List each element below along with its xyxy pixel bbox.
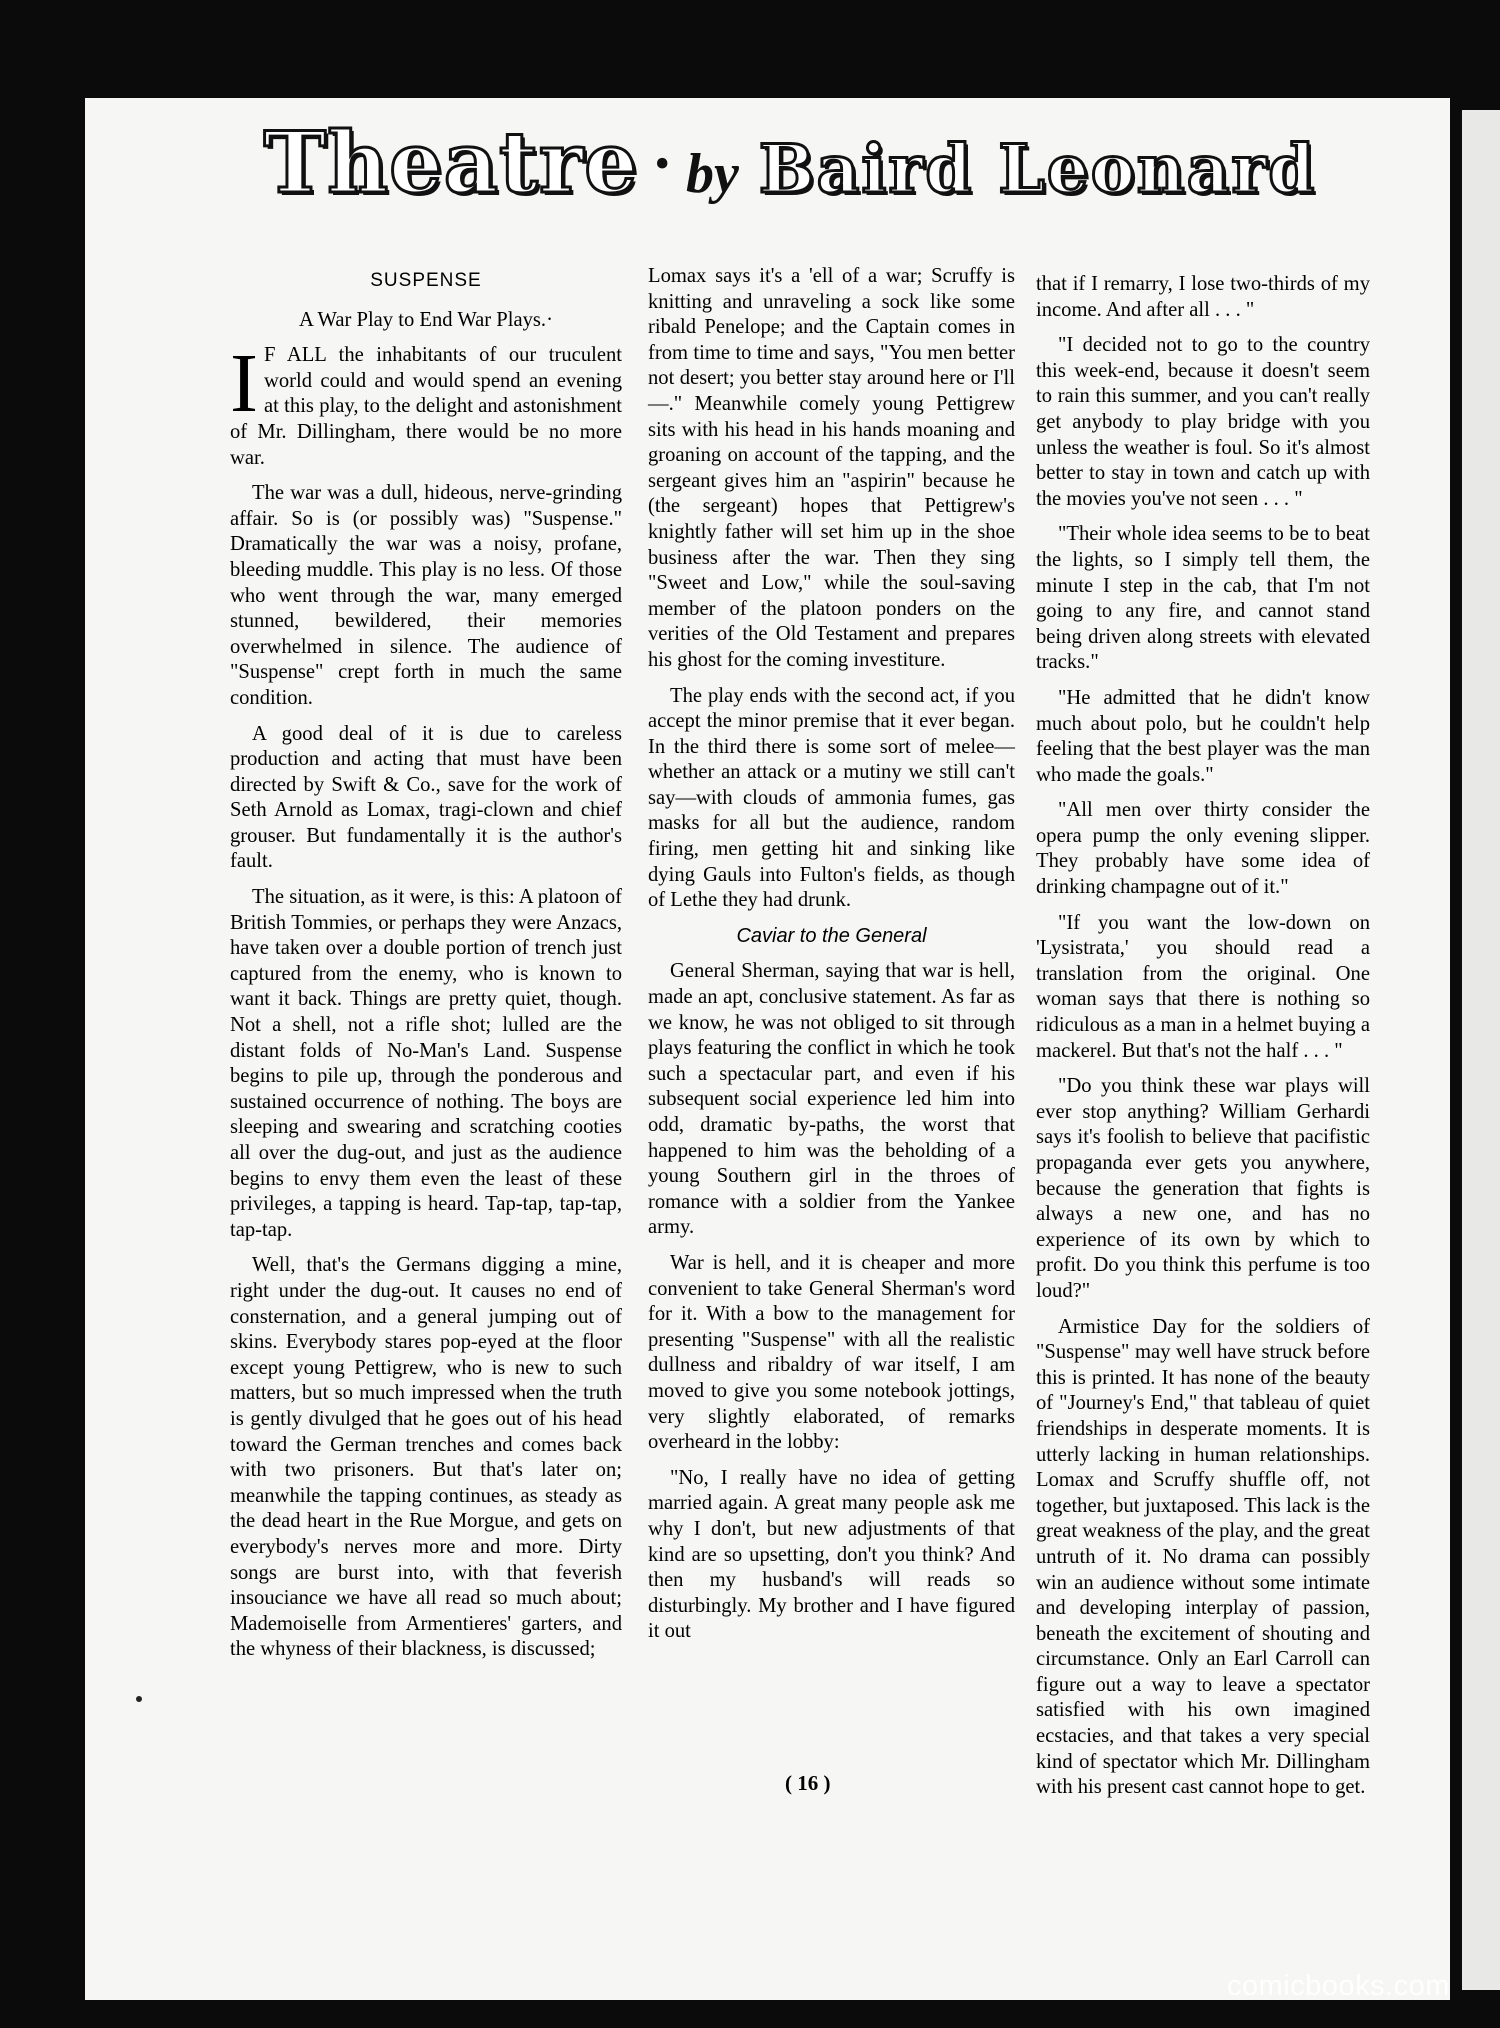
paragraph: "I decided not to go to the country this week-end, because it doesn't seem to rain this summer, and you can't really get anybody to play bridge with you unless the weather is foul. So it's almost better to stay in town and catch up with the movies you've not seen . . . " bbox=[1036, 334, 1370, 510]
paragraph: "He admitted that he didn't know much about polo, but he couldn't help feeling that the best player was the man who made the goals." bbox=[1036, 686, 1370, 786]
paragraph: The play ends with the second act, if you accept the minor premise that it ever began. In the third there is some sort of melee—whether an attack or a mutiny we still can't say—with clouds of ammonia fumes, gas masks for all but the audience, random firing, men getting hit and sinking like dying Gauls into Fulton's fields, as though of Lethe they had drunk. bbox=[648, 684, 1015, 912]
column-3 bbox=[1036, 272, 1370, 1811]
paragraph: A good deal of it is due to careless production and acting that must have been directed by Swift & Co., save for the work of Seth Arnold as Lomax, tragi-clown and chief grouser. But fundamentally it is the author's fault. bbox=[230, 722, 622, 873]
header-dot: • bbox=[654, 139, 670, 188]
header-by: by bbox=[685, 143, 739, 205]
watermark: comicbooks.com bbox=[1227, 1970, 1450, 2002]
paragraph: War is hell, and it is cheaper and more convenient to take General Sherman's word for it. With a bow to the management for presenting "Suspense" with all the realistic dullness and ribaldry of war itself, I am moved to give you some notebook jottings, very slightly elaborated, of remarks overheard in the lobby: bbox=[648, 1251, 1015, 1454]
paragraph: "No, I really have no idea of getting married again. A great many people ask me why I don't, but new adjustments of that kind are so upsetting, don't you think? And then my husband's will reads so disturbingly. My brother and I have figured it out bbox=[648, 1466, 1015, 1643]
page-number: ( 16 ) bbox=[785, 1771, 831, 1795]
paragraph: that if I remarry, I lose two-thirds of my income. And after all . . . " bbox=[1036, 273, 1370, 321]
section-title: SUSPENSE bbox=[370, 270, 482, 291]
drop-cap: I bbox=[230, 337, 258, 431]
article-header bbox=[200, 113, 1380, 263]
column-2 bbox=[648, 264, 1015, 1655]
facing-page-edge bbox=[1462, 110, 1500, 1990]
subsection-title: Caviar to the General bbox=[736, 924, 927, 947]
paragraph: Lomax says it's a 'ell of a war; Scruffy is knitting and unraveling a sock like some ribald Penelope; and the Captain comes in from time to time and says, "You men better not desert; you better stay around here or I'll—." Meanwhile comely young Pettigrew sits with his head in his hands moaning and groaning on account of the tapping, and the sergeant gives him an "aspirin" because he (the sergeant) hopes that Pettigrew's knightly father will set him up in the shoe business after the war. Then they sing "Sweet and Low," while the soul-saving member of the platoon ponders on the verities of the Old Testament and prepares his ghost for the coming investiture. bbox=[648, 265, 1015, 671]
paragraph: "Do you think these war plays will ever stop anything? William Gerhardi says it's foolish to believe that pacifistic propaganda ever gets you anywhere, because the generation that fights is always a new one, and has no experience of its own by which to profit. Do you think this perfume is too loud?" bbox=[1036, 1075, 1370, 1302]
header-word: Theatre bbox=[263, 113, 639, 212]
paragraph: Armistice Day for the soldiers of "Suspense" may well have struck before this is printed. It has none of the beauty of "Journey's End," that tableau of quiet friendships in desperate moments. It is utterly lacking in human relationships. Lomax and Scruffy shuffle off, not together, but juxtaposed. This lack is the great weakness of the play, and the great untruth of it. No drama can possibly win an audience without some intimate and developing interplay of passion, beneath the excitement of shouting and circumstance. Only an Earl Carroll can figure out a way to leave a spectator satisfied with his own imagined ecstacies, and that takes a very special kind of spectator which Mr. Dillingham with his present cast cannot hope to get. bbox=[1036, 1315, 1370, 1799]
header-author: Baird Leonard bbox=[758, 130, 1317, 208]
section-subtitle: A War Play to End War Plays.· bbox=[299, 308, 553, 331]
paragraph: General Sherman, saying that war is hell, made an apt, conclusive statement. As far as we know, he was not obliged to sit through plays featuring the conflict in which he took such a spectacular part, and even if his subsequent social experience led him into odd, dramatic by-paths, the worst that happened to him was the beholding of a young Southern girl in the throes of romance with a soldier from the Yankee army. bbox=[648, 960, 1015, 1239]
paragraph: "All men over thirty consider the opera pump the only evening slipper. They probably have some idea of drinking champagne out of it." bbox=[1036, 799, 1370, 899]
paragraph: Well, that's the Germans digging a mine, right under the dug-out. It causes no end of consternation, and a general jumping out of skins. Everybody stares pop-eyed at the floor except young Pettigrew, who is new to such matters, but so much impressed when the truth is gently divulged that he goes out of his head toward the German trenches and comes back with two prisoners. But that's later on; meanwhile the tapping continues, as steady as the dead heart in the Rue Morgue, and gets on everybody's nerves more and more. Dirty songs are burst into, with that feverish insouciance we have all read so much about; Mademoiselle from Armentieres' garters, and the whyness of their blackness, is discussed; bbox=[230, 1254, 622, 1661]
paragraph: The war was a dull, hideous, nerve-grinding affair. So is (or possibly was) "Suspense." Dramatically the war was a noisy, profane, bleeding muddle. This play is no less. Of those who went through the war, many emerged stunned, bewildered, their memories overwhelmed in silence. The audience of "Suspense" crept forth in much the same condition. bbox=[230, 482, 622, 709]
paragraph: "Their whole idea seems to be to beat the lights, so I simply tell them, the minute I step in the cab, that I'm not going to any fire, and cannot stand being driven along streets with elevated tracks." bbox=[1036, 523, 1370, 674]
paragraph: I F ALL the inhabitants of our truculent world could and would spend an evening at this play, to the delight and astonishment of Mr. Dillingham, there would be no more war. bbox=[230, 337, 622, 469]
paragraph: "If you want the low-down on 'Lysistrata,' you should read a translation from the original. One woman says that there is nothing so ridiculous as a man in a helmet buying a mackerel. But that's not the half . . . " bbox=[1036, 911, 1370, 1062]
print-speck bbox=[136, 1696, 142, 1702]
paragraph: The situation, as it were, is this: A platoon of British Tommies, or perhaps they were Anzacs, have taken over a double portion of trench just captured from the enemy, who is known to want it back. Things are pretty quiet, though. Not a shell, not a rifle shot; lulled are the distant folds of No-Man's Land. Suspense begins to pile up, through the ponderous and sustained occurrence of nothing. The boys are sleeping and swearing and scratching cooties all over the dug-out, and just as the audience begins to envy them even the least of these privileges, a tapping is heard. Tap-tap, tap-tap, tap-tap. bbox=[230, 886, 622, 1241]
column-1 bbox=[230, 268, 622, 1673]
